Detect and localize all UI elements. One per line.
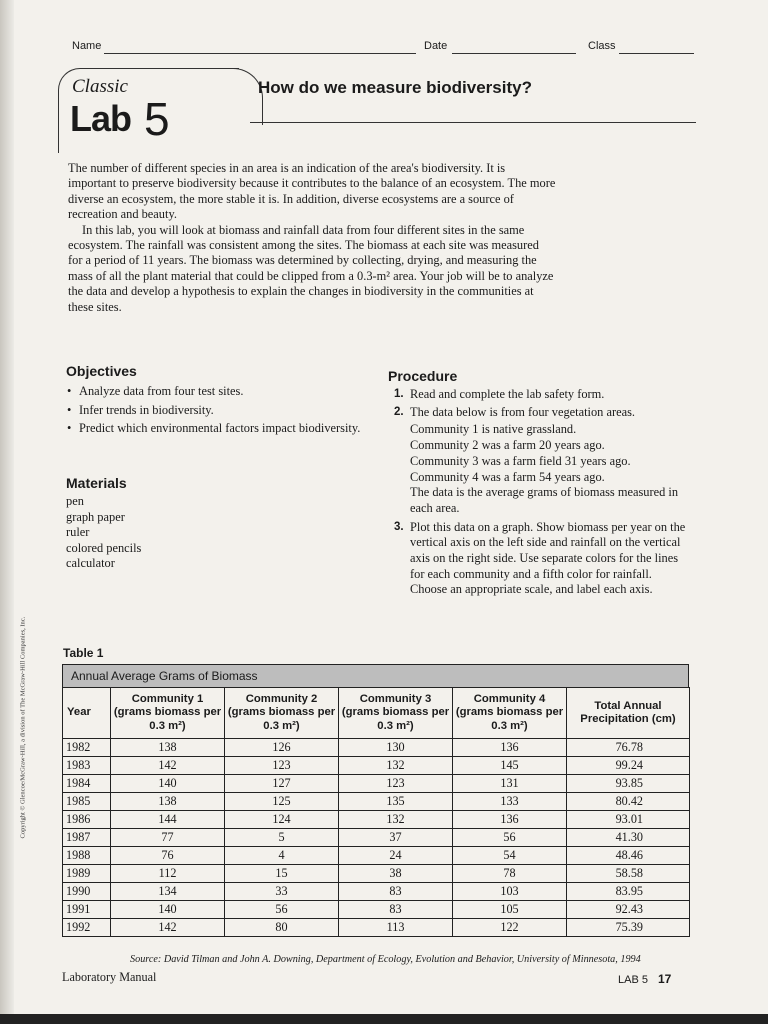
table-cell: 83.95: [567, 883, 690, 901]
table-cell: 140: [111, 775, 225, 793]
class-label: Class: [588, 40, 616, 52]
lab-word: Lab: [70, 98, 132, 139]
table-cell: 144: [111, 811, 225, 829]
table-cell: 1987: [63, 829, 111, 847]
table-row: [63, 919, 690, 937]
intro-paragraph: The number of different species in an area is an indication of the area's biodiversity. It is important to preserve biodiversity because it contributes to the balance of an ecosystem. The more diverse an ecosystem, the more stable it is. In addition, diverse ecosystems are a source of recreation and beauty.: [68, 161, 556, 222]
table-cell: 112: [111, 865, 225, 883]
community-description: Community 2 was a farm 20 years ago.: [410, 438, 605, 453]
list-item: calculator: [66, 556, 115, 570]
table-cell: 132: [339, 757, 453, 775]
table-row: [63, 883, 690, 901]
column-header: Community 1 (grams biomass per 0.3 m²): [111, 688, 225, 739]
table-row: [63, 811, 690, 829]
table-cell: 15: [225, 865, 339, 883]
table-cell: 1983: [63, 757, 111, 775]
table-cell: 131: [453, 775, 567, 793]
procedure-step: [390, 520, 690, 599]
table-cell: 48.46: [567, 847, 690, 865]
table-caption: Annual Average Grams of Biomass: [62, 664, 689, 687]
scan-bottom-edge: [0, 1014, 768, 1024]
table-cell: 138: [111, 793, 225, 811]
table-cell: 56: [225, 901, 339, 919]
table-cell: 142: [111, 757, 225, 775]
table-row: [63, 793, 690, 811]
step-text: Plot this data on a graph. Show biomass per year on the vertical axis on the left side and rainfall on the vertical axis on the right side. Use separate colors for the lines for each community and a fifth color for rainfall. Choose an appropriate scale, and label each axis.: [410, 519, 686, 597]
step-text: The data below is from four vegetation areas.: [410, 404, 636, 419]
table-source: Source: David Tilman and John A. Downing, Department of Ecology, Evolution and Behavior, University of Minnesota, 1994: [130, 954, 641, 965]
table-row: [63, 847, 690, 865]
table-cell: 38: [339, 865, 453, 883]
procedure-heading: Procedure: [388, 368, 458, 384]
materials-heading: Materials: [66, 475, 127, 491]
table-cell: 56: [453, 829, 567, 847]
list-item: pen: [66, 494, 84, 508]
table-cell: 37: [339, 829, 453, 847]
table-cell: 93.01: [567, 811, 690, 829]
procedure-list: [390, 387, 690, 600]
table-cell: 76: [111, 847, 225, 865]
table-cell: 33: [225, 883, 339, 901]
table-cell: 80.42: [567, 793, 690, 811]
objectives-list: [66, 384, 366, 440]
table-cell: 1985: [63, 793, 111, 811]
list-item: • Infer trends in biodiversity.: [66, 403, 366, 419]
table-row: [63, 739, 690, 757]
table-cell: 103: [453, 883, 567, 901]
table-cell: 142: [111, 919, 225, 937]
class-field[interactable]: [619, 53, 694, 54]
table-cell: 1988: [63, 847, 111, 865]
intro-text: [68, 161, 556, 315]
table-cell: 54: [453, 847, 567, 865]
community-description: Community 1 is native grassland.: [410, 422, 577, 437]
table-cell: 78: [453, 865, 567, 883]
table-cell: 1989: [63, 865, 111, 883]
table-label: Table 1: [63, 646, 104, 660]
step-number: 3.: [394, 520, 404, 533]
table-cell: 24: [339, 847, 453, 865]
table-cell: 126: [225, 739, 339, 757]
table-cell: 1990: [63, 883, 111, 901]
community-description: Community 3 was a farm field 31 years ago.: [410, 453, 631, 468]
table-cell: 75.39: [567, 919, 690, 937]
title-rule: [250, 122, 696, 123]
step-number: 2.: [394, 405, 404, 418]
table-cell: 140: [111, 901, 225, 919]
name-field[interactable]: [104, 53, 416, 54]
copyright-notice: Copyright © Glencoe/McGraw-Hill, a division of The McGraw-Hill Companies, Inc.: [19, 616, 27, 839]
table-row: [63, 757, 690, 775]
table-cell: 133: [453, 793, 567, 811]
column-header: Total Annual Precipitation (cm): [567, 688, 690, 739]
table-header-row: [63, 688, 690, 739]
biomass-table: [62, 664, 689, 937]
table-cell: 127: [225, 775, 339, 793]
page-edge-shadow: [0, 0, 14, 1024]
table-cell: 1986: [63, 811, 111, 829]
table-cell: 93.85: [567, 775, 690, 793]
table-cell: 1982: [63, 739, 111, 757]
name-label: Name: [72, 40, 102, 52]
column-header: Community 4 (grams biomass per 0.3 m²): [453, 688, 567, 739]
table-cell: 138: [111, 739, 225, 757]
footer-lab-ref: LAB 5: [618, 974, 648, 986]
table-cell: 92.43: [567, 901, 690, 919]
table-cell: 1984: [63, 775, 111, 793]
page-title: How do we measure biodiversity?: [258, 78, 532, 97]
table-row: [63, 901, 690, 919]
footer-manual-title: Laboratory Manual: [62, 970, 157, 984]
table-cell: 130: [339, 739, 453, 757]
table-cell: 58.58: [567, 865, 690, 883]
procedure-step: [390, 405, 690, 421]
table-cell: 5: [225, 829, 339, 847]
table-cell: 136: [453, 739, 567, 757]
list-item: colored pencils: [66, 540, 142, 555]
table-cell: 123: [225, 757, 339, 775]
table-row: [63, 829, 690, 847]
table-cell: 77: [111, 829, 225, 847]
list-item: • Analyze data from four test sites.: [66, 384, 366, 400]
table-cell: 1991: [63, 901, 111, 919]
list-item: • Predict which environmental factors impact biodiversity.: [66, 421, 366, 437]
lab-type: Classic: [72, 76, 128, 97]
intro-paragraph: In this lab, you will look at biomass and rainfall data from four different sites in the same ecosystem. The rainfall was consistent among the sites. The biomass at each site was measured for a period of 11 years. The biomass was determined by collecting, drying, and measuring the mass of all the plant material that could be clipped from a 0.3-m² area. Your job will be to analyze the data and develop a hypothesis to explain the changes in biodiversity in the communities at these sites.: [68, 222, 554, 314]
procedure-note: The data is the average grams of biomass measured in each area.: [410, 485, 679, 515]
table-cell: 122: [453, 919, 567, 937]
date-label: Date: [424, 40, 448, 52]
objectives-heading: Objectives: [66, 363, 137, 379]
table-cell: 136: [453, 811, 567, 829]
table-cell: 125: [225, 793, 339, 811]
table-cell: 145: [453, 757, 567, 775]
column-header: Community 3 (grams biomass per 0.3 m²): [339, 688, 453, 739]
column-header: Community 2 (grams biomass per 0.3 m²): [225, 688, 339, 739]
table-row: [63, 775, 690, 793]
community-description: Community 4 was a farm 54 years ago.: [410, 469, 605, 484]
table-cell: 41.30: [567, 829, 690, 847]
date-field[interactable]: [452, 53, 576, 54]
procedure-step: [390, 387, 690, 403]
student-info-header: [72, 40, 694, 60]
step-number: 1.: [394, 388, 404, 400]
table-cell: 113: [339, 919, 453, 937]
table-cell: 105: [453, 901, 567, 919]
table-cell: 4: [225, 847, 339, 865]
materials-list: [66, 494, 141, 572]
table-cell: 83: [339, 901, 453, 919]
table-cell: 80: [225, 919, 339, 937]
table-cell: 1992: [63, 919, 111, 937]
footer-page-ref: [618, 972, 671, 986]
table-cell: 135: [339, 793, 453, 811]
lab-number: 5: [144, 93, 170, 145]
data-table: [62, 687, 690, 937]
table-cell: 134: [111, 883, 225, 901]
table-cell: 123: [339, 775, 453, 793]
column-header: Year: [63, 688, 111, 739]
table-row: [63, 865, 690, 883]
table-cell: 99.24: [567, 757, 690, 775]
table-cell: 76.78: [567, 739, 690, 757]
table-cell: 132: [339, 811, 453, 829]
step-text: Read and complete the lab safety form.: [410, 387, 605, 401]
table-cell: 83: [339, 883, 453, 901]
list-item: graph paper: [66, 509, 125, 524]
table-cell: 124: [225, 811, 339, 829]
list-item: ruler: [66, 525, 90, 539]
page-number: 17: [657, 972, 672, 986]
